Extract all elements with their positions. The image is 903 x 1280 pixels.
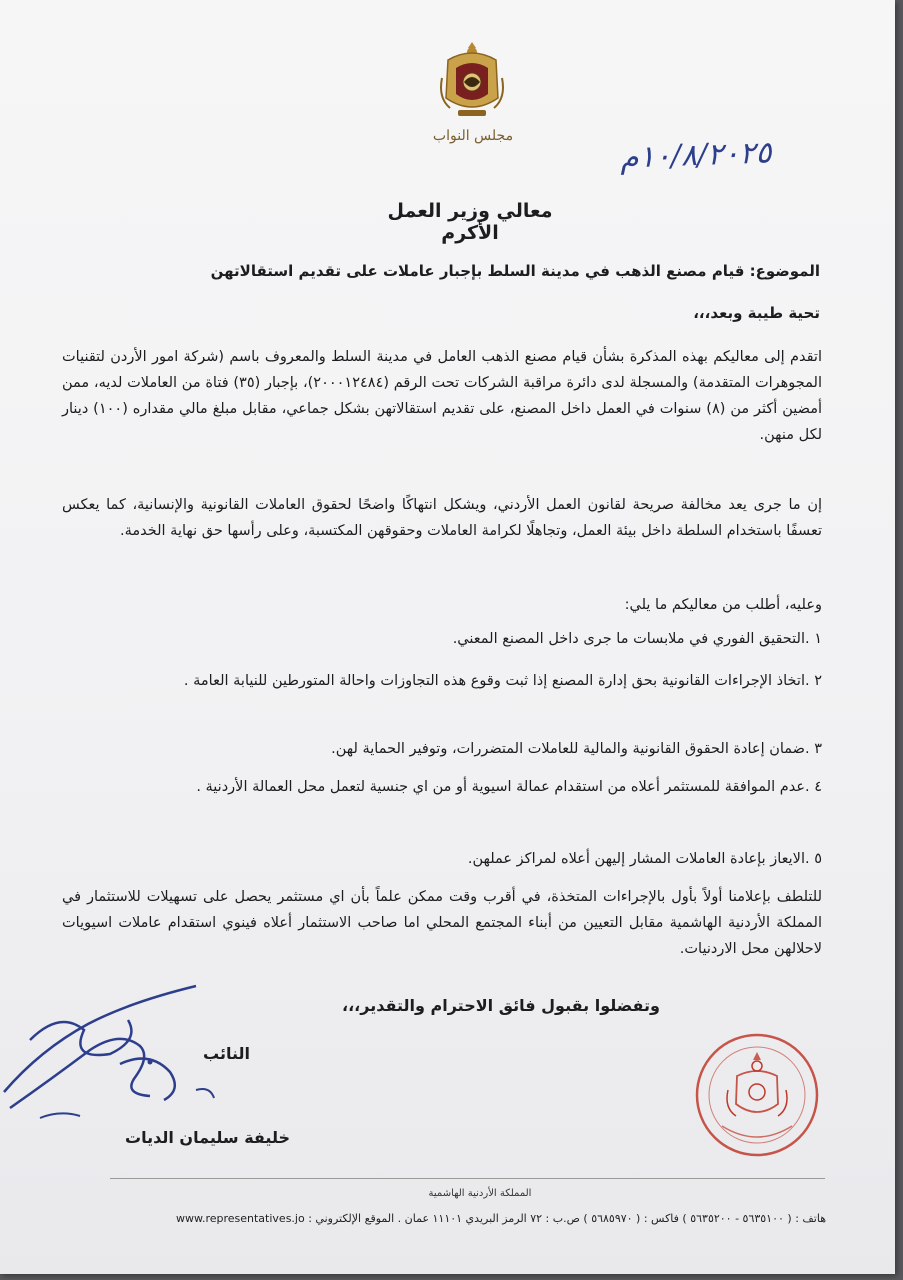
- council-logo-text: مجلس النواب: [432, 128, 514, 144]
- footer-country: المملكة الأردنية الهاشمية: [428, 1188, 532, 1199]
- body-paragraph-1: اتقدم إلى معاليكم بهذه المذكرة بشأن قيام مصنع الذهب العامل في مدينة السلط والمعروف باسم (شركة امور الأردن لتقنيات المجوهرات المتقدمة) والمسجلة لدى دائرة مراقبة الشركات تحت الرقم (٢٠٠٠١٢٤٨٤)، بإجبار (٣٥) فتاة من العاملات لديه، ممن أمضين أكثر من (٨) سنوات في العمل داخل المصنع، على تقديم استقالاتهن بشكل جماعي، مقابل مبلغ مالي مقداره (١٠٠) دينار لكل منهن.: [62, 349, 822, 443]
- official-stamp-icon: [692, 1030, 822, 1160]
- footer-contact: هاتف : ( ٥٦٣٥١٠٠ - ٥٦٣٥٢٠٠ ) فاكس : ( ٥٦٨٥٩٧٠ ) ص.ب : ٧٢ الرمز البريدي ١١١٠١ عمان . الموقع الإلكتروني : www.representatives.jo: [175, 1212, 826, 1225]
- requests-lead: وعليه، أطلب من معاليكم ما يلي:: [624, 597, 822, 613]
- subject-line: الموضوع: قيام مصنع الذهب في مدينة السلط بإجبار عاملات على تقديم استقالاتهن: [210, 262, 820, 280]
- closing-line: وتفضلوا بقبول فائق الاحترام والتقدير،،،: [342, 996, 660, 1015]
- body-paragraph-3: للتلطف بإعلامنا أولاً بأول بالإجراءات المتخذة، في أقرب وقت ممكن علماً بأن اي مستثمر يحصل على تسهيلات للاستثمار في المملكة الأردنية الهاشمية مقابل التعيين من أبناء المجتمع المحلي اما صاحب الاستثمار أعلاه فينوي استقدام عاملات اسيويات لاحلالهن محل الاردنيات.: [62, 889, 822, 957]
- body-paragraph-2: إن ما جرى يعد مخالفة صريحة لقانون العمل الأردني، ويشكل انتهاكًا واضحًا لحقوق العاملات القانونية والإنسانية، كما يعكس تعسفًا باستخدام السلطة داخل بيئة العمل، وتجاهلًا لكرامة العاملات وحقوقهن المكتسبة، وعلى رأسها حق نهاية الخدمة.: [62, 497, 822, 539]
- request-item: ٥ .الايعاز بإعادة العاملات المشار إليهن أعلاه لمراكز عملهن.: [467, 851, 822, 867]
- signatory-title: النائب: [203, 1044, 250, 1063]
- greeting: تحية طيبة وبعد،،،: [693, 304, 820, 322]
- footer-divider: [110, 1178, 825, 1179]
- request-item: ١ .التحقيق الفوري في ملابسات ما جرى داخل المصنع المعني.: [452, 631, 822, 647]
- handwritten-date: ١٠/٨/٢٠٢٥م: [619, 135, 773, 176]
- request-item: ٢ .اتخاذ الإجراءات القانونية بحق إدارة المصنع إذا ثبت وقوع هذه التجاوزات واحالة المتورطين للنيابة العامة .: [183, 673, 822, 689]
- request-item: ٣ .ضمان إعادة الحقوق القانونية والمالية للعاملات المتضررات، وتوفير الحماية لهن.: [331, 741, 822, 757]
- jordan-crest-icon: [436, 38, 508, 122]
- salutation: معالي وزير العمل الأكرم: [387, 200, 553, 244]
- signatory-name: خليفة سليمان الديات: [125, 1128, 290, 1147]
- request-item: ٤ .عدم الموافقة للمستثمر أعلاه من استقدام عمالة اسيوية أو من اي جنسية لتعمل محل العمالة الأردنية .: [196, 779, 822, 795]
- handwritten-signature: [0, 980, 220, 1120]
